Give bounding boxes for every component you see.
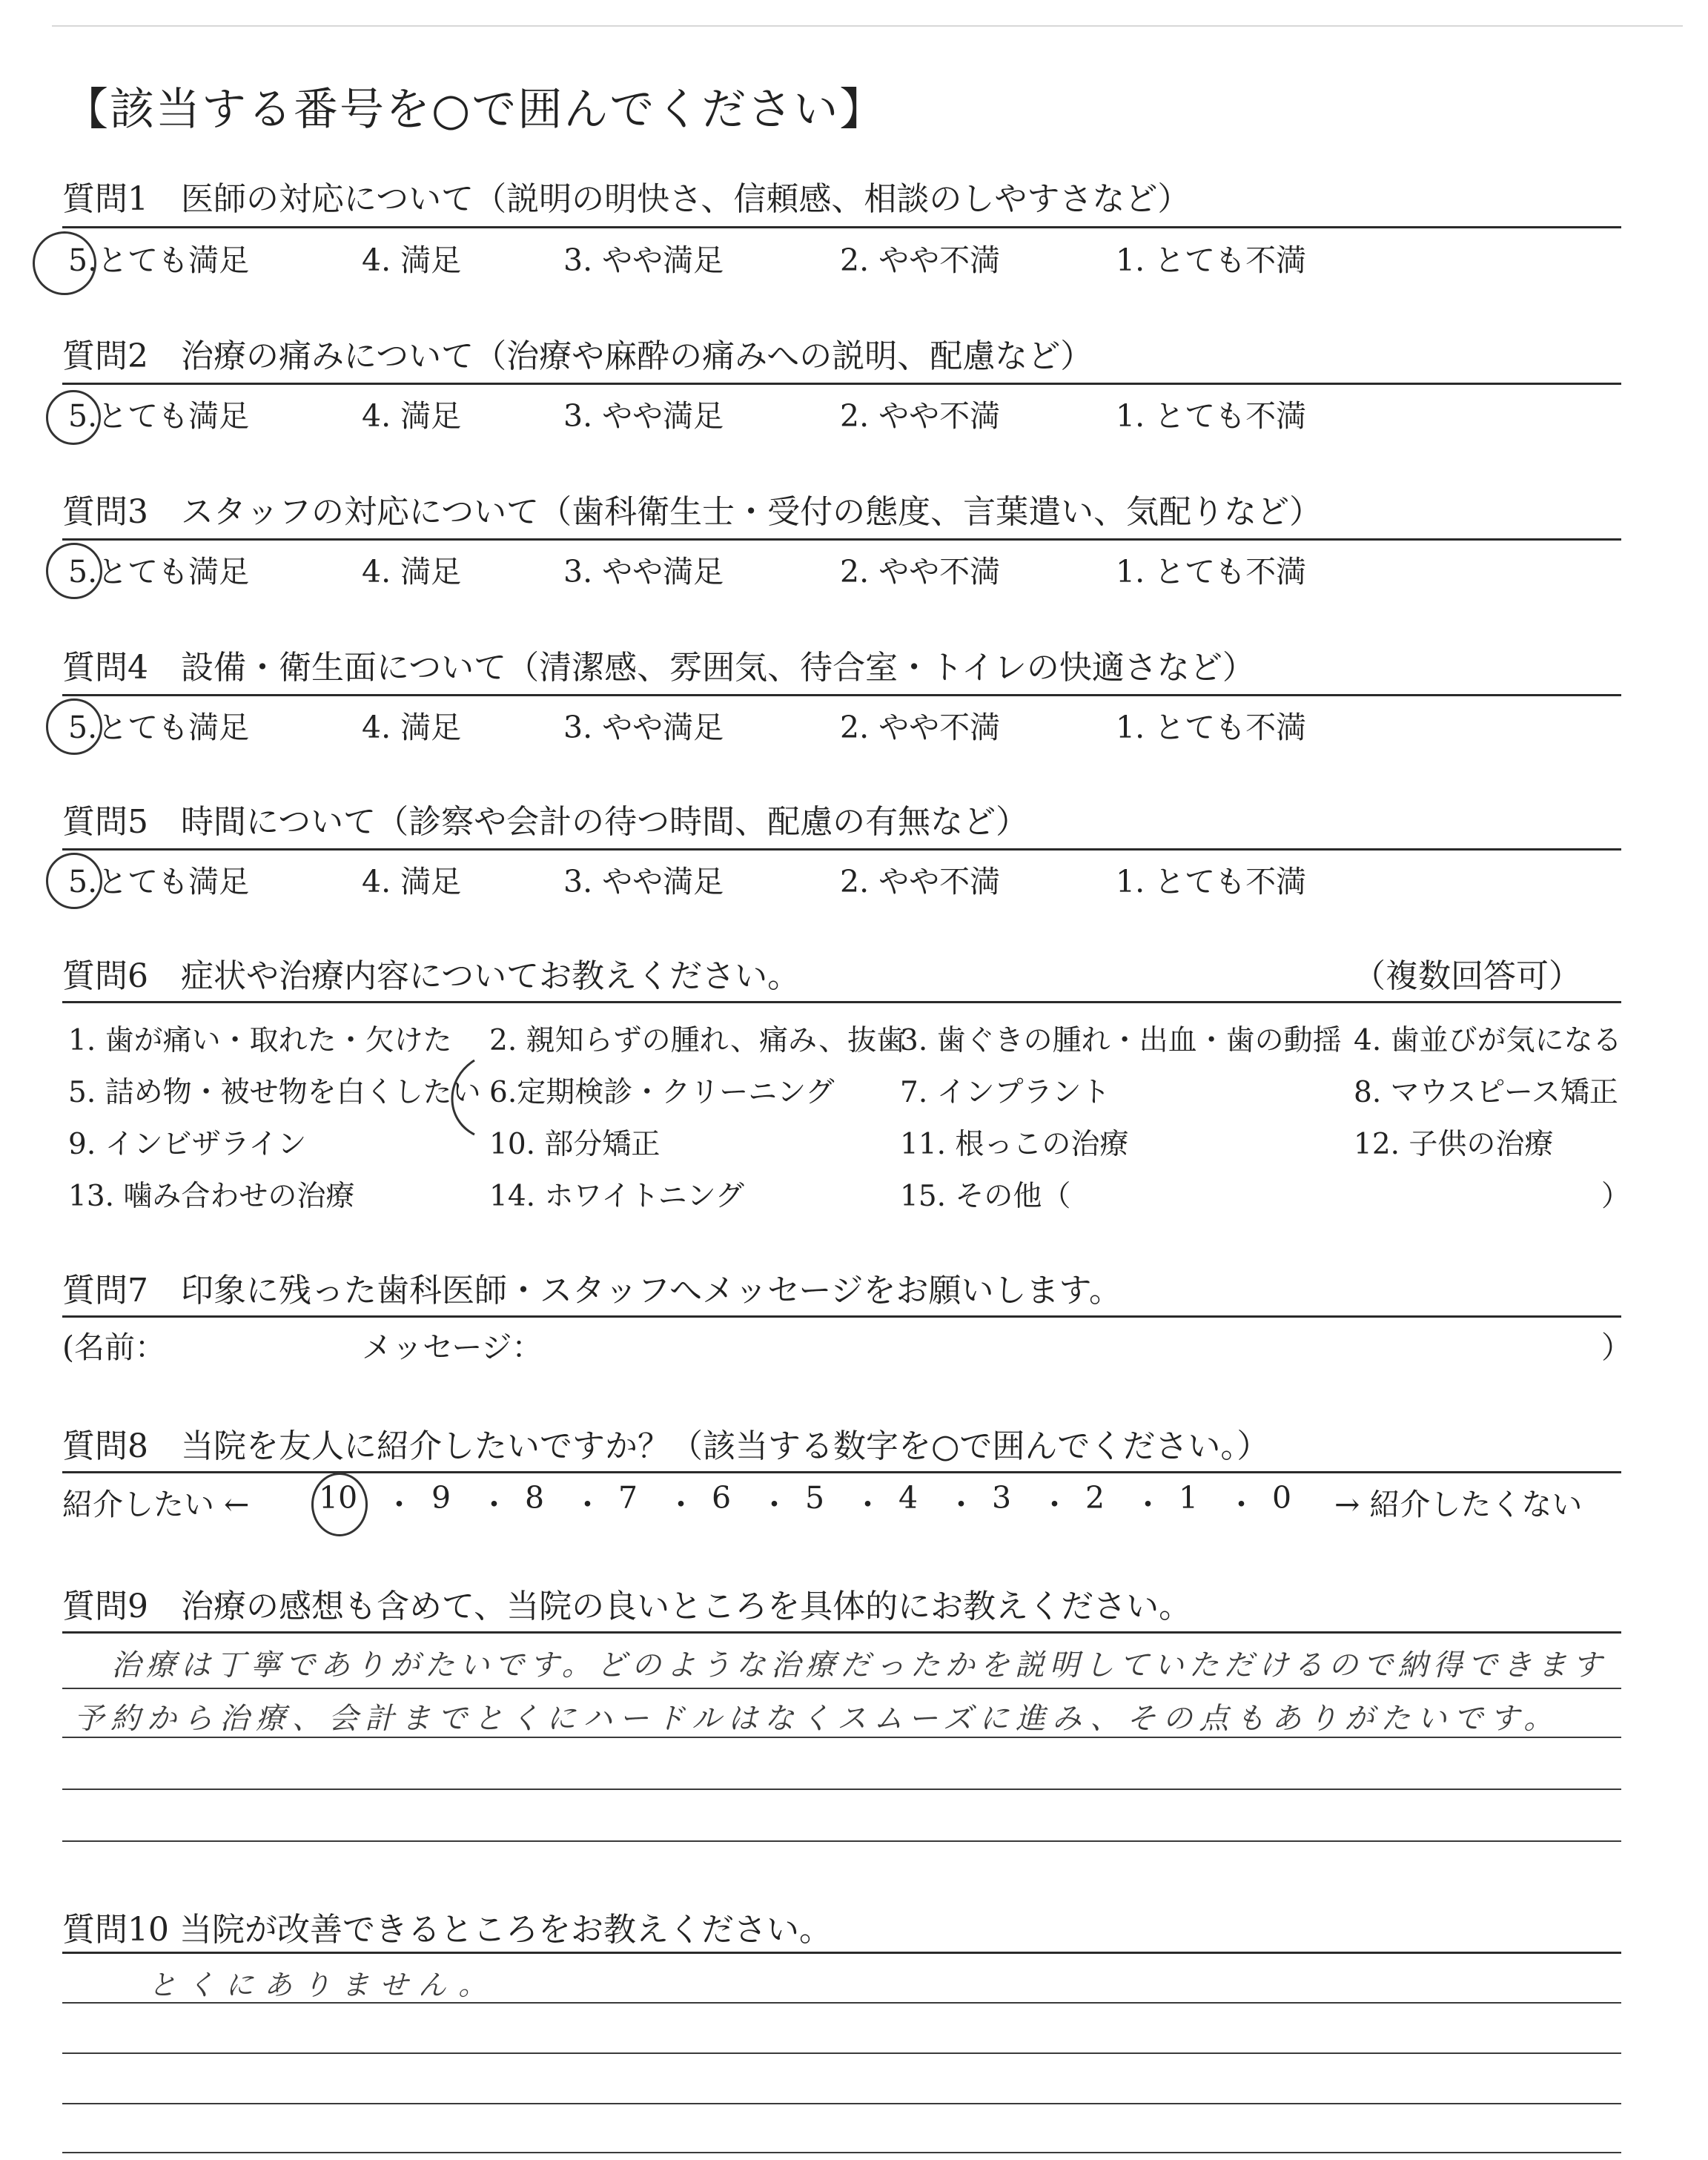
q4-option-2[interactable]: 2. やや不満	[840, 710, 1001, 745]
question-10-title: 質問10 当院が改善できるところをお教えください。	[62, 1911, 832, 1949]
q3-answer-circle	[46, 543, 102, 599]
q8-dot: ・	[384, 1487, 414, 1522]
question-5-title: 質問5 時間について（診察や会計の待つ時間、配慮の有無など）	[62, 803, 1029, 841]
q8-number-7[interactable]: 7	[618, 1480, 638, 1516]
q8-number-6[interactable]: 6	[712, 1480, 732, 1516]
question-7-title: 質問7 印象に残った歯科医師・スタッフへメッセージをお願いします。	[62, 1272, 1122, 1309]
q2-option-5[interactable]: 5.とても満足	[68, 398, 250, 434]
q8-number-9[interactable]: 9	[431, 1480, 451, 1516]
question-6-title: 質問6 症状や治療内容についてお教えください。	[62, 957, 801, 995]
q2-option-4[interactable]: 4. 満足	[362, 398, 462, 434]
q1-option-4[interactable]: 4. 満足	[362, 242, 462, 278]
q6-option-15-close: ）	[1601, 1180, 1631, 1213]
q9-write-line-4	[62, 1840, 1621, 1842]
q8-number-0[interactable]: 0	[1272, 1480, 1292, 1516]
question-8-rule	[62, 1471, 1621, 1473]
q3-option-2[interactable]: 2. やや不満	[840, 554, 1001, 589]
q6-option-8[interactable]: 8. マウスピース矯正	[1354, 1076, 1618, 1109]
q3-option-1[interactable]: 1. とても不満	[1116, 554, 1307, 589]
q8-dot: ・	[853, 1487, 883, 1522]
q6-option-6[interactable]: 6.定期検診・クリーニング	[489, 1076, 835, 1109]
q8-number-3[interactable]: 3	[992, 1480, 1012, 1516]
q4-option-5[interactable]: 5.とても満足	[68, 710, 250, 745]
q6-option-10[interactable]: 10. 部分矯正	[489, 1128, 661, 1161]
q5-option-5[interactable]: 5.とても満足	[68, 864, 250, 899]
q8-number-4[interactable]: 4	[898, 1480, 918, 1516]
q8-dot: ・	[1133, 1487, 1163, 1522]
q6-option-2[interactable]: 2. 親知らずの腫れ、痛み、抜歯	[489, 1024, 906, 1057]
q4-option-4[interactable]: 4. 満足	[362, 710, 462, 745]
q4-option-3[interactable]: 3. やや満足	[563, 710, 724, 745]
q6-option-7[interactable]: 7. インプラント	[900, 1076, 1110, 1109]
q3-option-4[interactable]: 4. 満足	[362, 554, 462, 589]
q6-option-9[interactable]: 9. インビザライン	[68, 1128, 307, 1161]
q6-option-11[interactable]: 11. 根っこの治療	[900, 1128, 1129, 1161]
q5-option-4[interactable]: 4. 満足	[362, 864, 462, 899]
q2-option-2[interactable]: 2. やや不満	[840, 398, 1001, 434]
q10-write-line-1	[62, 2002, 1621, 2004]
q9-handwritten-line-1: 治療は丁寧でありがたいです。どのような治療だったかを説明していただけるので納得できます	[111, 1648, 1607, 1682]
form-title: 【該当する番号を○で囲んでください】	[64, 84, 886, 136]
q1-answer-circle	[33, 231, 96, 295]
q3-option-5[interactable]: 5.とても満足	[68, 554, 250, 589]
question-1-title: 質問1 医師の対応について（説明の明快さ、信頼感、相談のしやすさなど）	[62, 180, 1191, 218]
question-9-title: 質問9 治療の感想も含めて、当院の良いところを具体的にお教えください。	[62, 1588, 1192, 1625]
question-6-note: （複数回答可）	[1353, 957, 1581, 995]
question-4-title: 質問4 設備・衛生面について（清潔感、雰囲気、待合室・トイレの快適さなど）	[62, 649, 1255, 687]
q1-option-1[interactable]: 1. とても不満	[1116, 242, 1307, 278]
q10-write-line-3	[62, 2103, 1621, 2104]
q10-write-line-4	[62, 2152, 1621, 2153]
q6-option-1[interactable]: 1. 歯が痛い・取れた・欠けた	[68, 1024, 452, 1057]
q5-option-3[interactable]: 3. やや満足	[563, 864, 724, 899]
q4-answer-circle	[46, 698, 102, 755]
q8-dot: ・	[1039, 1487, 1070, 1522]
q1-option-2[interactable]: 2. やや不満	[840, 242, 1001, 278]
q8-number-2[interactable]: 2	[1085, 1480, 1105, 1516]
question-6-rule	[62, 1001, 1621, 1003]
q8-dot: ・	[759, 1487, 790, 1522]
q5-answer-circle	[46, 853, 102, 909]
q8-dot: ・	[572, 1487, 603, 1522]
q8-dot: ・	[1226, 1487, 1257, 1522]
q7-message-label: メッセージ：	[362, 1330, 543, 1365]
q7-close-paren: ）	[1601, 1330, 1632, 1365]
q6-option-14[interactable]: 14. ホワイトニング	[489, 1180, 744, 1213]
q8-number-10[interactable]: 10	[319, 1480, 358, 1516]
q6-option-13[interactable]: 13. 噛み合わせの治療	[68, 1180, 355, 1213]
q4-option-1[interactable]: 1. とても不満	[1116, 710, 1307, 745]
q6-option-3[interactable]: 3. 歯ぐきの腫れ・出血・歯の動揺	[900, 1024, 1342, 1057]
q2-option-3[interactable]: 3. やや満足	[563, 398, 724, 434]
q8-answer-circle	[311, 1473, 368, 1536]
question-9-rule	[62, 1631, 1621, 1634]
question-2-rule	[62, 383, 1621, 385]
q9-write-line-3	[62, 1789, 1621, 1790]
question-1-rule	[62, 226, 1621, 228]
q8-number-5[interactable]: 5	[805, 1480, 825, 1516]
q5-option-2[interactable]: 2. やや不満	[840, 864, 1001, 899]
question-2-title: 質問2 治療の痛みについて（治療や麻酔の痛みへの説明、配慮など）	[62, 337, 1093, 375]
q9-write-line-2	[62, 1737, 1621, 1738]
q8-left-label: 紹介したい ←	[62, 1487, 250, 1522]
q2-answer-circle	[46, 390, 101, 445]
q9-write-line-1	[62, 1688, 1621, 1689]
q6-option-5[interactable]: 5. 詰め物・被せ物を白くしたい	[68, 1076, 481, 1109]
q6-option-15[interactable]: 15. その他（	[900, 1180, 1071, 1213]
q8-dot: ・	[946, 1487, 976, 1522]
question-8-title: 質問8 当院を友人に紹介したいですか？（該当する数字を○で囲んでください。）	[62, 1427, 1270, 1465]
top-edge-line	[52, 25, 1683, 27]
q3-option-3[interactable]: 3. やや満足	[563, 554, 724, 589]
q8-dot: ・	[666, 1487, 696, 1522]
q5-option-1[interactable]: 1. とても不満	[1116, 864, 1307, 899]
question-3-rule	[62, 538, 1621, 541]
q6-option-12[interactable]: 12. 子供の治療	[1354, 1128, 1554, 1161]
q8-number-1[interactable]: 1	[1179, 1480, 1199, 1516]
question-7-rule	[62, 1315, 1621, 1318]
q9-handwritten-line-2: 予約から治療、会計までとくにハードルはなくスムーズに進み、その点もありがたいです。	[74, 1702, 1560, 1736]
q8-number-8[interactable]: 8	[525, 1480, 545, 1516]
q7-name-label: (名前：	[62, 1330, 165, 1365]
question-5-rule	[62, 848, 1621, 851]
question-10-rule	[62, 1952, 1621, 1954]
q8-right-label: → 紹介したくない	[1334, 1487, 1583, 1522]
q6-option-4[interactable]: 4. 歯並びが気になる	[1354, 1024, 1622, 1057]
q10-write-line-2	[62, 2052, 1621, 2054]
q10-handwritten-answer: とくにありません。	[148, 1969, 497, 2001]
q8-dot: ・	[479, 1487, 509, 1522]
question-3-title: 質問3 スタッフの対応について（歯科衛生士・受付の態度、言葉遣い、気配りなど）	[62, 493, 1323, 531]
q2-option-1[interactable]: 1. とても不満	[1116, 398, 1307, 434]
question-4-rule	[62, 694, 1621, 696]
q1-option-5[interactable]: 5.とても満足	[68, 242, 250, 278]
q1-option-3[interactable]: 3. やや満足	[563, 242, 724, 278]
